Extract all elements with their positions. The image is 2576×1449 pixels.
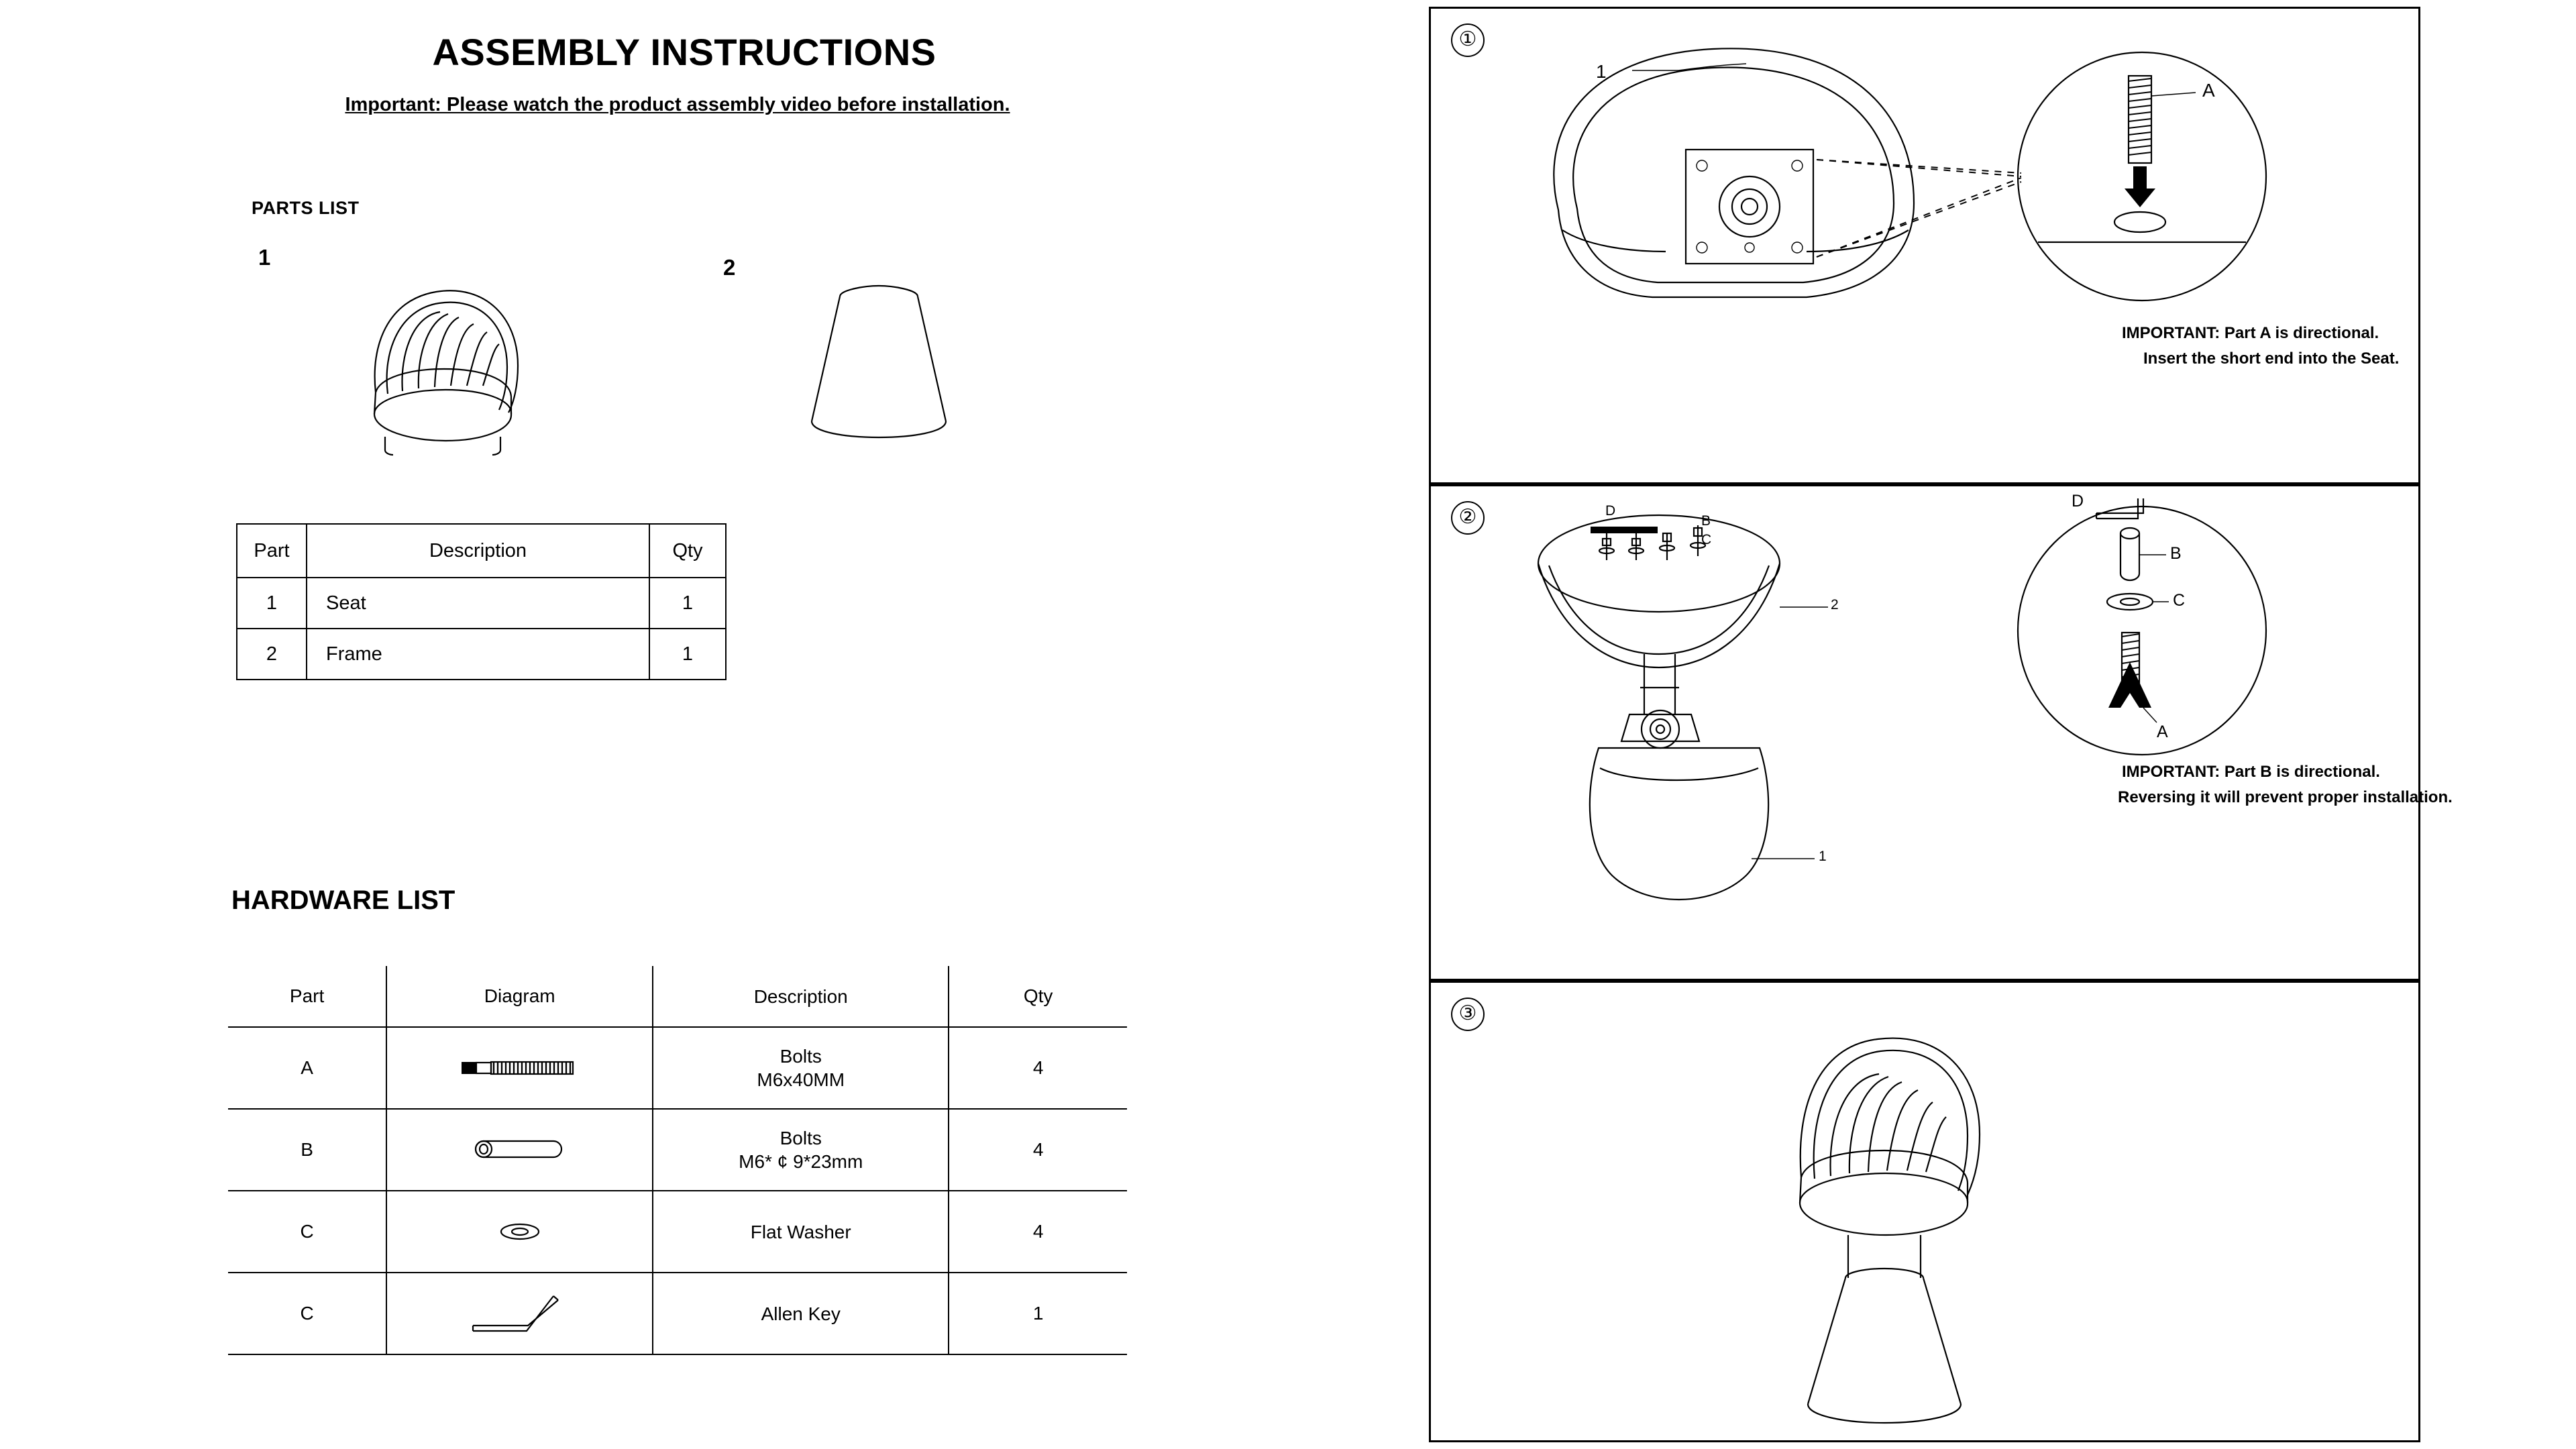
important-video-note: Important: Please watch the product assembly video before installation. bbox=[345, 94, 1010, 115]
step-2-callout-a: A bbox=[2157, 722, 2168, 741]
step-1-badge: ① bbox=[1451, 23, 1485, 57]
page-title: ASSEMBLY INSTRUCTIONS bbox=[432, 31, 936, 73]
cell-qty: 1 bbox=[949, 1273, 1127, 1354]
part-illustration-number-2: 2 bbox=[723, 255, 736, 280]
step-2-note-line-1: IMPORTANT: Part B is directional. bbox=[2122, 763, 2380, 781]
step-2-callout-1: 1 bbox=[1819, 849, 1827, 864]
header-diagram: Diagram bbox=[386, 966, 653, 1027]
step-3-panel bbox=[1429, 981, 2420, 1442]
description-line-1: Bolts bbox=[780, 1128, 822, 1148]
description-line-1: Flat Washer bbox=[750, 1221, 851, 1242]
cell-part: C bbox=[228, 1273, 386, 1354]
table-row bbox=[237, 578, 726, 629]
cell-description bbox=[653, 1109, 949, 1191]
parts-table bbox=[236, 523, 727, 680]
cell-part: B bbox=[228, 1109, 386, 1191]
step-3-badge: ③ bbox=[1451, 998, 1485, 1031]
table-row bbox=[237, 629, 726, 680]
part-illustration-number-1: 1 bbox=[258, 245, 271, 270]
seat-illustration bbox=[335, 265, 550, 460]
table-header-row bbox=[228, 966, 1127, 1027]
cell-part: 2 bbox=[237, 629, 307, 680]
header-description: Description bbox=[307, 524, 649, 578]
description-line-1: Bolts bbox=[780, 1046, 822, 1067]
cell-qty: 4 bbox=[949, 1191, 1127, 1273]
step-2-panel bbox=[1429, 484, 2453, 981]
step-2-note-line-2: Reversing it will prevent proper installation. bbox=[2118, 788, 2453, 806]
step-1-note-line-1: IMPORTANT: Part A is directional. bbox=[2122, 324, 2379, 342]
allen-key-icon bbox=[386, 1273, 653, 1354]
step-2-callout-2: 2 bbox=[1831, 597, 1839, 612]
description-line-2: M6x40MM bbox=[757, 1069, 845, 1090]
step-2-callout-c: C bbox=[2173, 591, 2186, 610]
header-description: Description bbox=[653, 966, 949, 1027]
cell-part: 1 bbox=[237, 578, 307, 629]
description-line-1: Allen Key bbox=[761, 1303, 841, 1324]
table-row bbox=[228, 1191, 1127, 1273]
table-header-row bbox=[237, 524, 726, 578]
cell-qty: 1 bbox=[649, 578, 726, 629]
header-part: Part bbox=[237, 524, 307, 578]
bolt-long-icon bbox=[386, 1027, 653, 1109]
header-part: Part bbox=[228, 966, 386, 1027]
step-1-callout-a: A bbox=[2202, 80, 2215, 101]
header-qty: Qty bbox=[649, 524, 726, 578]
step-1-panel bbox=[1429, 7, 2420, 484]
step-2-callout-c-left: C bbox=[1701, 532, 1712, 547]
parts-list-label: PARTS LIST bbox=[252, 198, 360, 218]
table-row bbox=[228, 1027, 1127, 1109]
hardware-list-label: HARDWARE LIST bbox=[231, 885, 455, 915]
cell-qty: 1 bbox=[649, 629, 726, 680]
bolt-barrel-icon bbox=[386, 1109, 653, 1191]
step-1-note-line-2: Insert the short end into the Seat. bbox=[2143, 350, 2400, 368]
cell-description bbox=[653, 1191, 949, 1273]
table-row bbox=[228, 1273, 1127, 1354]
header-qty: Qty bbox=[949, 966, 1127, 1027]
description-line-2: M6* ¢ 9*23mm bbox=[739, 1151, 863, 1172]
step-2-badge: ② bbox=[1451, 501, 1485, 535]
table-row bbox=[228, 1109, 1127, 1191]
hardware-table bbox=[228, 966, 1127, 1355]
cell-qty: 4 bbox=[949, 1027, 1127, 1109]
cell-qty: 4 bbox=[949, 1109, 1127, 1191]
cell-description bbox=[653, 1027, 949, 1109]
step-2-callout-b-left: B bbox=[1701, 513, 1711, 529]
step-2-callout-d-left: D bbox=[1605, 503, 1616, 519]
frame-illustration bbox=[792, 268, 966, 463]
cell-description: Frame bbox=[307, 629, 649, 680]
step-1-callout-1: 1 bbox=[1596, 61, 1607, 82]
step-2-callout-b: B bbox=[2170, 544, 2182, 563]
cell-description bbox=[653, 1273, 949, 1354]
cell-description: Seat bbox=[307, 578, 649, 629]
step-2-callout-d: D bbox=[2072, 492, 2084, 511]
right-column bbox=[1429, 7, 2453, 1442]
cell-part: A bbox=[228, 1027, 386, 1109]
cell-part: C bbox=[228, 1191, 386, 1273]
flat-washer-icon bbox=[386, 1191, 653, 1273]
